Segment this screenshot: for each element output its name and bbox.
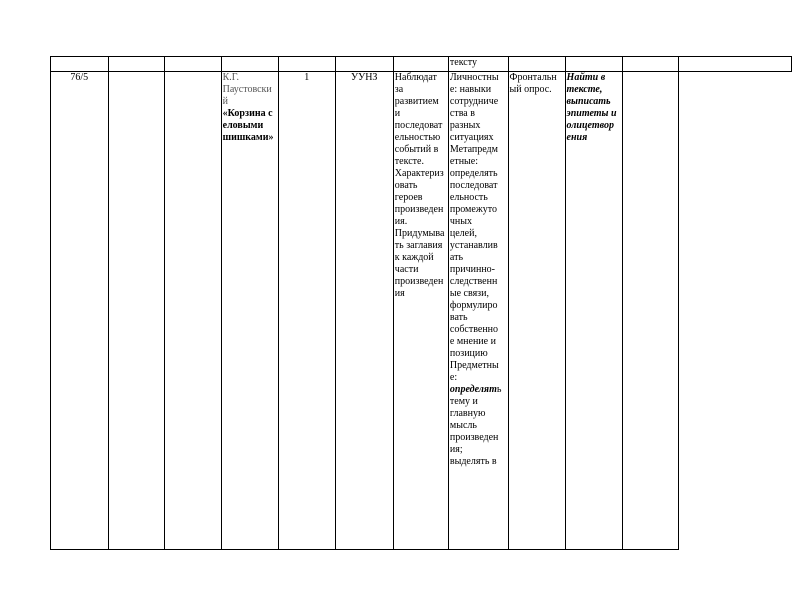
table-cell xyxy=(278,57,335,72)
table-cell xyxy=(221,57,278,72)
homework-cell: Найти в тексте, выписать эпитеты и олицетвор ения xyxy=(565,72,622,550)
results-cell xyxy=(448,72,508,550)
hours-cell: 1 xyxy=(278,72,335,550)
results-text: Личностны е: навыки сотрудниче ства в разных ситуациях Метапредм етные: определять последоват ельность промежуто чных целей, устанавлив ать причинно- следственн ые связи, формулиро вать собственно е мнение и позицию Предметны е: xyxy=(449,72,499,383)
table-cell xyxy=(165,57,222,72)
control-cell: Фронтальн ый опрос. xyxy=(508,72,565,550)
results-bold-text: определят xyxy=(449,384,497,395)
lesson-number-cell: 76/5 xyxy=(51,72,109,550)
table-row xyxy=(51,72,792,550)
lesson-plan-table xyxy=(50,56,792,550)
table-cell xyxy=(51,57,109,72)
table-cell xyxy=(508,57,565,72)
table-cell xyxy=(108,57,165,72)
table-cell xyxy=(165,72,222,550)
table-cell xyxy=(393,57,448,72)
table-cell xyxy=(679,57,792,72)
lesson-type-cell: УУНЗ xyxy=(335,72,393,550)
table-cell: тексту xyxy=(448,57,508,72)
work-title: «Корзина с еловыми шишками» xyxy=(222,108,274,143)
activity-cell: Наблюдат за развитием и последоват ельностью событий в тексте. Характериз овать героев произведен ия. Придумыва ть заглавия к каждой части произведен ия xyxy=(393,72,448,550)
table-cell xyxy=(622,57,679,72)
table-cell xyxy=(108,72,165,550)
author-name: К.Г. Паустовски й xyxy=(222,72,272,107)
table-row xyxy=(51,57,792,72)
table-cell xyxy=(335,57,393,72)
table-cell xyxy=(622,72,679,550)
topic-cell xyxy=(221,72,278,550)
table-cell xyxy=(565,57,622,72)
results-tail-text: ь тему и главную мысль произведен ия; выделять в xyxy=(449,384,502,467)
